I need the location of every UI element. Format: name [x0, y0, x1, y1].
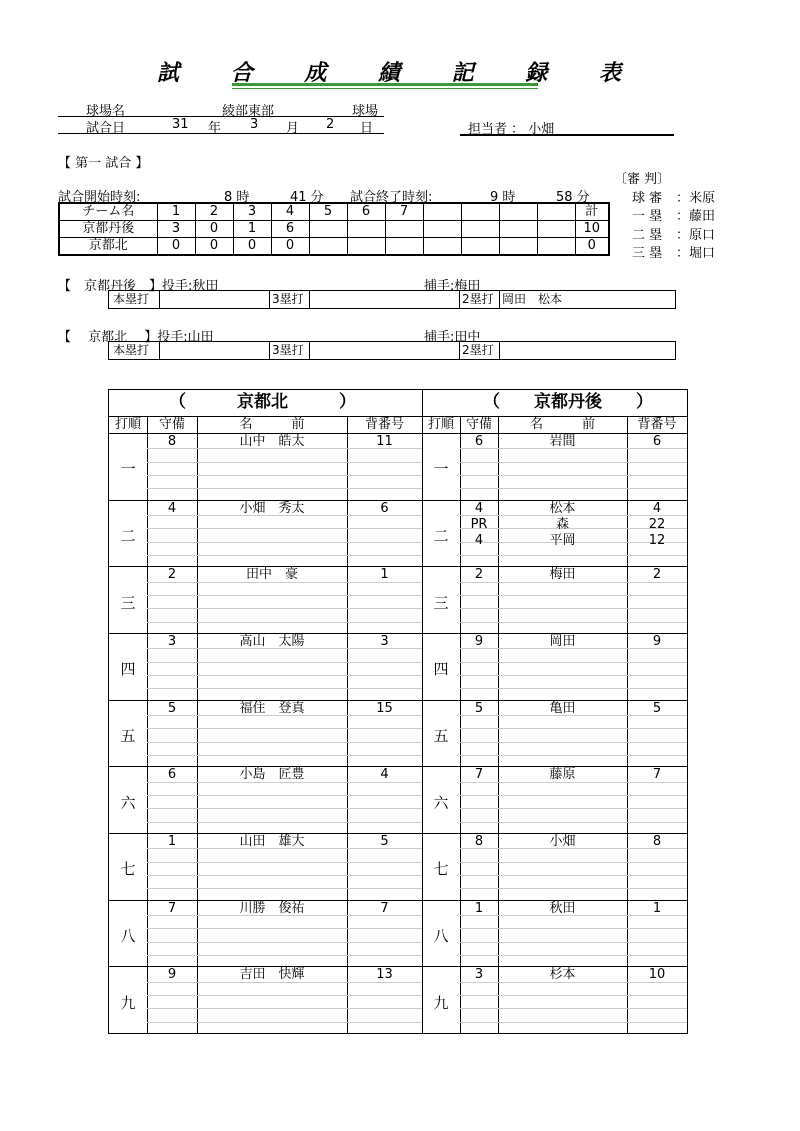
recorder-underline — [460, 134, 674, 136]
guide-line — [460, 995, 687, 996]
guide-line — [460, 462, 687, 463]
jersey-number: 22 — [648, 516, 666, 532]
batting-order: 八 — [433, 927, 449, 945]
jersey-number: 6 — [652, 434, 662, 449]
player-name: 平岡 — [549, 532, 576, 548]
guide-line — [460, 742, 687, 743]
player-name: 松本 — [549, 500, 576, 516]
guide-line — [460, 942, 687, 943]
triple-label: 3塁打 — [269, 342, 304, 359]
guide-line — [147, 675, 422, 676]
guide-line — [460, 675, 687, 676]
double-value: 岡田 松本 — [499, 291, 562, 308]
venue-suffix: 球場 — [352, 104, 379, 119]
guide-line — [460, 955, 687, 956]
guide-line — [147, 595, 422, 596]
recorder: 担当者 ： 小畑 — [468, 122, 555, 137]
position: 3 — [474, 967, 484, 983]
triple-value — [309, 291, 460, 308]
guide-line — [147, 808, 422, 809]
guide-line — [460, 555, 687, 556]
team-name: 京都丹後 — [59, 221, 157, 238]
date-month-unit: 月 — [286, 121, 300, 136]
guide-line — [460, 795, 687, 796]
guide-line — [147, 822, 422, 823]
position: 7 — [474, 767, 484, 783]
guide-line — [147, 542, 422, 543]
team-name: チーム名 — [59, 203, 157, 221]
jersey-number: 2 — [652, 567, 662, 583]
batting-order: 三 — [120, 593, 136, 612]
inning-cell: 0 — [233, 238, 271, 256]
player-name: 藤原 — [549, 767, 576, 783]
catcher: 捕手:田中 — [424, 330, 481, 345]
inning-cell — [537, 238, 575, 256]
position: 6 — [167, 767, 177, 783]
position: 5 — [167, 700, 177, 716]
player-name: 岡田 — [549, 634, 576, 649]
batting-order: 四 — [433, 660, 449, 679]
column-header: 背番号 — [637, 417, 677, 432]
double-label: 2塁打 — [459, 342, 494, 359]
guide-line — [147, 928, 422, 929]
right-team-title: （ 京都丹後 ） — [483, 392, 653, 412]
start-hour: 8 時 — [224, 190, 250, 205]
guide-line — [460, 688, 687, 689]
position: 3 — [167, 634, 177, 649]
player-name: 杉本 — [549, 967, 576, 983]
guide-line — [460, 808, 687, 809]
batting-order: 五 — [433, 727, 449, 745]
player-name: 梅田 — [549, 567, 576, 583]
column-header: 名 前 — [239, 417, 305, 432]
jersey-number: 1 — [652, 900, 662, 916]
player-name: 小島 匠豊 — [239, 767, 305, 783]
guide-line — [460, 888, 687, 889]
guide-line — [147, 622, 422, 623]
guide-line — [460, 928, 687, 929]
extra-base-hits — [108, 290, 676, 309]
umpire-name: ：原口 — [676, 228, 716, 243]
inning-cell: 0 — [157, 238, 195, 256]
guide-line — [460, 622, 687, 623]
extra-base-hits — [108, 341, 676, 360]
venue-name: 綾部東部 — [222, 104, 275, 119]
date-year-unit: 年 — [208, 121, 222, 136]
umpire-title: 〔審 判〕 — [614, 172, 671, 187]
player-name: 山中 皓太 — [239, 434, 305, 449]
player-name: 福住 登真 — [239, 700, 305, 716]
position: 1 — [474, 900, 484, 916]
inning-cell — [347, 221, 385, 238]
batting-order: 一 — [433, 460, 449, 479]
position: 8 — [167, 434, 177, 449]
start-time-label: 試合開始時刻: — [58, 190, 141, 205]
guide-line — [147, 862, 422, 863]
jersey-number: 6 — [380, 500, 389, 516]
column-header: 背番号 — [364, 417, 404, 432]
scoreboard — [58, 202, 610, 256]
inning-cell — [423, 238, 461, 256]
guide-line — [147, 742, 422, 743]
player-name: 小畑 秀太 — [239, 500, 305, 516]
venue-label: 球場名 — [86, 104, 126, 119]
battery-team: 【 京都丹後 】投手:秋田 — [58, 279, 219, 294]
batting-order: 八 — [120, 927, 136, 945]
home-run-label: 本塁打 — [113, 292, 150, 306]
inning-cell — [499, 238, 537, 256]
end-time-label: 試合終了時刻: — [350, 190, 433, 205]
inning-cell — [423, 203, 461, 221]
umpire-name: ：米原 — [676, 191, 716, 206]
inning-cell: 0 — [271, 238, 309, 256]
guide-line — [147, 995, 422, 996]
title-underline — [232, 83, 538, 86]
jersey-number: 8 — [652, 834, 662, 849]
player-name: 岩間 — [549, 434, 576, 449]
home-run-value — [159, 291, 270, 308]
start-minute: 41 分 — [290, 190, 324, 205]
batting-order: 三 — [433, 593, 449, 612]
player-name: 田中 豪 — [245, 567, 298, 583]
guide-line — [460, 1008, 687, 1009]
page-title: 試 合 成 績 記 録 表 — [157, 61, 643, 86]
jersey-number: 13 — [376, 967, 393, 983]
player-name: 川勝 俊祐 — [239, 900, 305, 916]
guide-line — [460, 595, 687, 596]
scoreboard-row — [59, 221, 609, 238]
guide-line — [147, 475, 422, 476]
inning-cell: 6 — [271, 221, 309, 238]
guide-line — [147, 662, 422, 663]
guide-line — [147, 795, 422, 796]
date-label: 試合日 — [86, 121, 126, 136]
guide-line — [460, 1022, 687, 1023]
position: 4 — [167, 500, 177, 516]
inning-cell: 1 — [157, 203, 195, 221]
home-run-value — [159, 342, 270, 359]
guide-line — [460, 875, 687, 876]
guide-line — [460, 755, 687, 756]
position: 1 — [167, 834, 177, 849]
date-day: 2 — [326, 117, 335, 132]
column-header: 守備 — [465, 417, 492, 432]
inning-cell: 6 — [347, 203, 385, 221]
umpire-role: 球 審 — [632, 191, 663, 206]
jersey-number: 7 — [652, 767, 662, 783]
guide-line — [460, 475, 687, 476]
jersey-number: 3 — [380, 634, 389, 649]
guide-line — [147, 1008, 422, 1009]
inning-cell — [537, 203, 575, 221]
guide-line — [147, 955, 422, 956]
scoreboard-row — [59, 238, 609, 256]
position: 2 — [167, 567, 177, 583]
jersey-number: 4 — [380, 767, 389, 783]
position: 2 — [474, 567, 484, 583]
position: 9 — [167, 967, 177, 983]
guide-line — [147, 528, 422, 529]
date-day-unit: 日 — [360, 121, 374, 136]
guide-line — [147, 462, 422, 463]
umpire-name: ：藤田 — [676, 209, 716, 224]
position: 6 — [474, 434, 484, 449]
catcher: 捕手:梅田 — [424, 279, 481, 294]
player-name: 山田 雄大 — [239, 834, 305, 849]
inning-cell — [347, 238, 385, 256]
batting-order: 四 — [120, 660, 136, 679]
jersey-number: 1 — [380, 567, 389, 583]
jersey-number: 7 — [380, 900, 389, 916]
batting-order: 七 — [120, 860, 136, 879]
inning-cell: 10 — [575, 221, 609, 238]
umpire-name: ：堀口 — [676, 246, 716, 261]
inning-cell — [385, 221, 423, 238]
inning-cell: 3 — [233, 203, 271, 221]
date-year: 31 — [172, 117, 189, 132]
jersey-number: 15 — [376, 700, 393, 716]
guide-line — [460, 728, 687, 729]
lineup-table — [108, 389, 688, 1034]
double-value — [499, 342, 502, 359]
position: 4 — [474, 532, 484, 548]
guide-line — [460, 662, 687, 663]
game-label: 【 第一 試合 】 — [58, 156, 149, 171]
guide-line — [147, 488, 422, 489]
team-name: 京都北 — [59, 238, 157, 256]
umpire-role: 一 塁 — [632, 209, 663, 224]
player-name: 亀田 — [549, 700, 576, 716]
inning-cell — [461, 203, 499, 221]
jersey-number: 11 — [376, 434, 393, 449]
end-hour: 9 時 — [490, 190, 516, 205]
jersey-number: 4 — [652, 500, 662, 516]
batting-order: 九 — [120, 993, 136, 1012]
batting-order: 五 — [120, 727, 136, 745]
inning-cell: 計 — [575, 203, 609, 221]
guide-line — [147, 942, 422, 943]
inning-cell: 1 — [233, 221, 271, 238]
guide-line — [460, 488, 687, 489]
inning-cell: 0 — [575, 238, 609, 256]
inning-cell: 4 — [271, 203, 309, 221]
player-name: 秋田 — [549, 900, 576, 916]
battery-team: 【 京都北 】投手:山田 — [58, 330, 214, 345]
inning-cell: 2 — [195, 203, 233, 221]
guide-line — [147, 1022, 422, 1023]
guide-line — [460, 822, 687, 823]
inning-cell: 5 — [309, 203, 347, 221]
batting-order: 二 — [433, 527, 449, 545]
batting-order: 九 — [433, 993, 449, 1012]
column-header: 名 前 — [529, 417, 595, 432]
end-minute: 58 分 — [556, 190, 590, 205]
position: 4 — [474, 500, 484, 516]
inning-cell — [385, 238, 423, 256]
player-name: 高山 太陽 — [239, 634, 305, 649]
guide-line — [147, 755, 422, 756]
scoreboard-header — [59, 203, 609, 221]
date-month: 3 — [250, 117, 259, 132]
position: PR — [470, 516, 488, 532]
umpire-role: 二 塁 — [632, 228, 663, 243]
left-team-title: （ 京都北 ） — [169, 392, 356, 412]
guide-line — [147, 555, 422, 556]
triple-label: 3塁打 — [269, 291, 304, 308]
player-name: 小畑 — [549, 834, 576, 849]
inning-cell: 0 — [195, 221, 233, 238]
inning-cell: 7 — [385, 203, 423, 221]
umpire-role: 三 塁 — [632, 246, 663, 261]
inning-cell — [499, 203, 537, 221]
inning-cell — [499, 221, 537, 238]
guide-line — [460, 862, 687, 863]
batting-order: 六 — [120, 793, 136, 812]
batting-order: 二 — [120, 527, 136, 545]
title-underline-thin — [232, 88, 538, 89]
triple-value — [309, 342, 460, 359]
column-header: 守備 — [158, 417, 185, 432]
jersey-number: 9 — [652, 634, 662, 649]
inning-cell — [537, 221, 575, 238]
guide-line — [147, 688, 422, 689]
player-name: 森 — [555, 516, 569, 532]
batting-order: 一 — [120, 460, 136, 479]
position: 9 — [474, 634, 484, 649]
guide-line — [147, 888, 422, 889]
batting-order: 六 — [433, 793, 449, 812]
position: 5 — [474, 700, 484, 716]
inning-cell: 0 — [195, 238, 233, 256]
column-header: 打順 — [114, 417, 141, 432]
double-label: 2塁打 — [459, 291, 494, 308]
inning-cell — [461, 221, 499, 238]
guide-line — [147, 608, 422, 609]
batting-order: 七 — [433, 860, 449, 879]
jersey-number: 10 — [648, 967, 666, 983]
guide-line — [147, 728, 422, 729]
inning-cell — [309, 221, 347, 238]
home-run-label: 本塁打 — [113, 343, 150, 357]
inning-cell: 3 — [157, 221, 195, 238]
inning-cell — [461, 238, 499, 256]
position: 8 — [474, 834, 484, 849]
jersey-number: 12 — [648, 532, 666, 548]
guide-line — [147, 875, 422, 876]
inning-cell — [423, 221, 461, 238]
inning-cell — [309, 238, 347, 256]
column-header: 打順 — [427, 417, 454, 432]
guide-line — [460, 608, 687, 609]
jersey-number: 5 — [652, 700, 662, 716]
jersey-number: 5 — [380, 834, 389, 849]
position: 7 — [167, 900, 177, 916]
player-name: 吉田 快輝 — [239, 967, 305, 983]
